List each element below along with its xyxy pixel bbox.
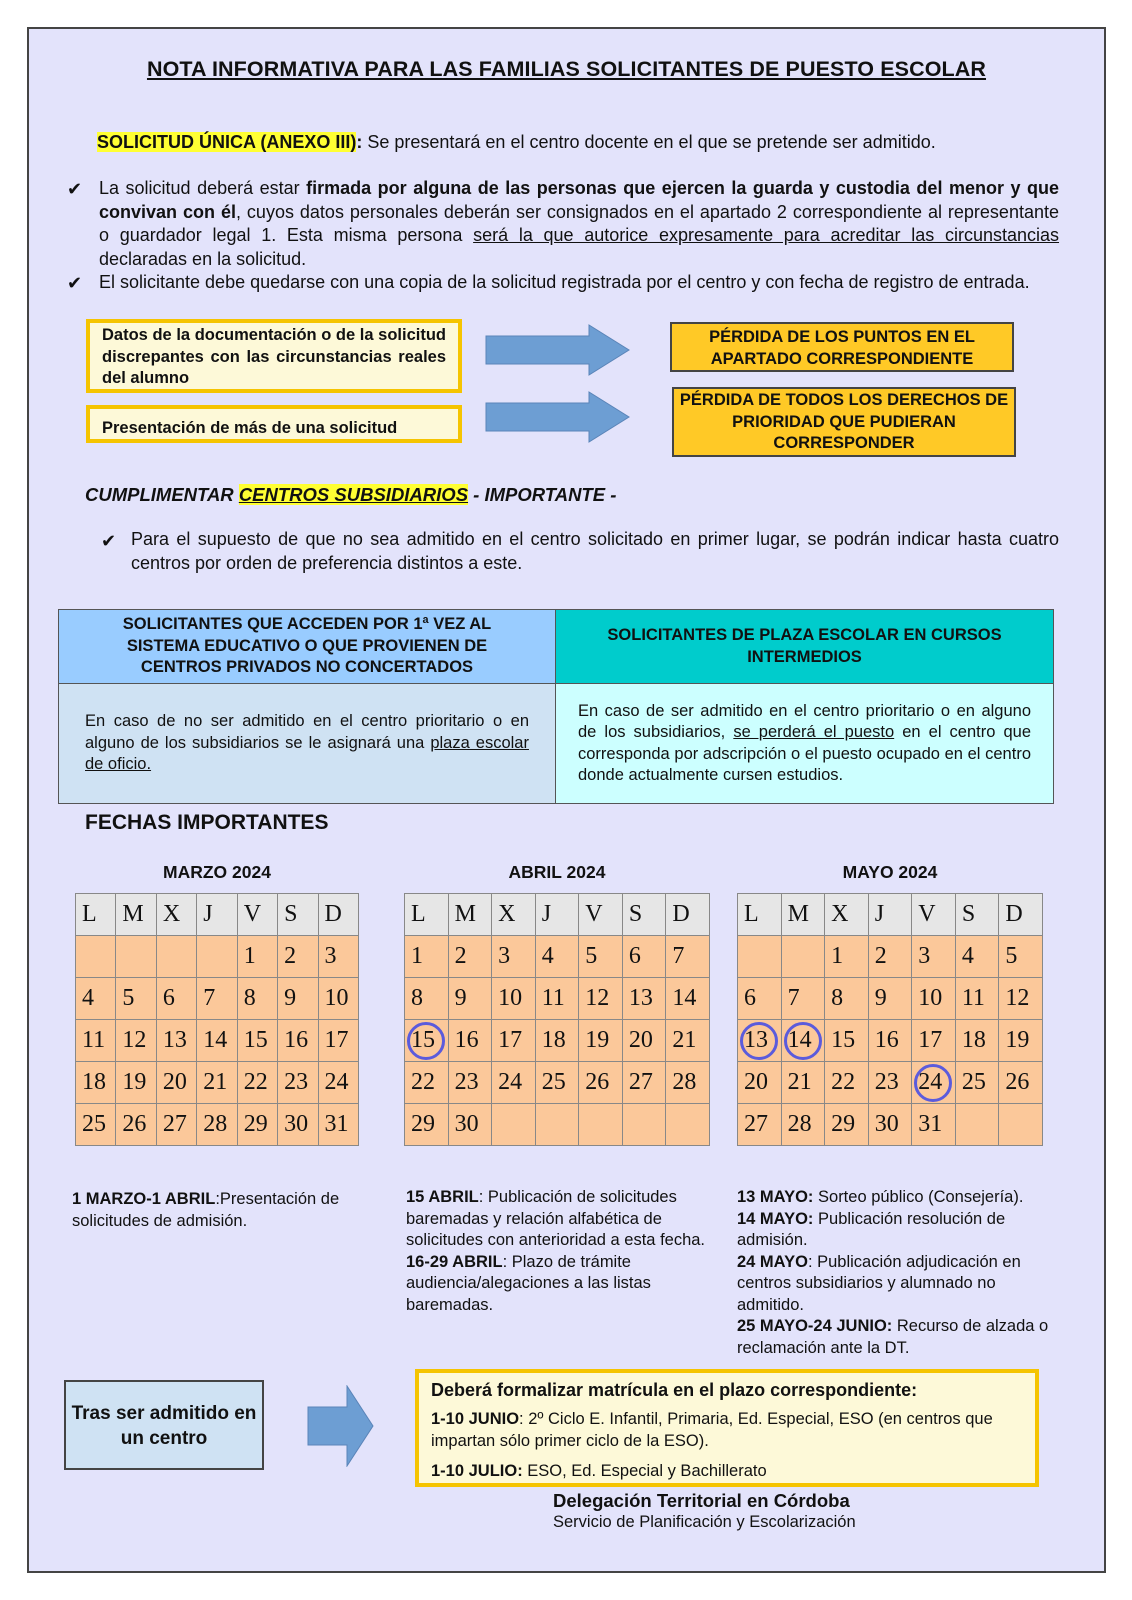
calendar-day: 16 (278, 1020, 318, 1062)
calendar-day: 19 (579, 1020, 623, 1062)
calendar-day: 17 (912, 1020, 956, 1062)
calendar-day: 13 (622, 978, 666, 1020)
table-header-intermediate: SOLICITANTES DE PLAZA ESCOLAR EN CURSOS INTERMEDIOS (556, 610, 1054, 684)
weekday-header: V (912, 894, 956, 936)
weekday-header: M (116, 894, 156, 936)
effect-box-points: PÉRDIDA DE LOS PUNTOS EN EL APARTADO CORRESPONDIENTE (670, 322, 1014, 372)
calendar-day: 7 (197, 978, 237, 1020)
calendar-day-circled: 24 (912, 1062, 956, 1104)
calendar-week (405, 936, 710, 978)
weekday-header: X (156, 894, 196, 936)
calendar-day: 25 (535, 1062, 579, 1104)
calendar-day: 9 (278, 978, 318, 1020)
weekday-header: M (448, 894, 492, 936)
footer-service: Servicio de Planificación y Escolarización (553, 1513, 856, 1531)
calendar-day: 28 (197, 1104, 237, 1146)
table-cell-new: En caso de no ser admitido en el centro prioritario o en alguno de los subsidiarios se le asignará una plaza escolar de oficio. (59, 684, 556, 804)
calendar-day: 9 (448, 978, 492, 1020)
calendar-day: 16 (448, 1020, 492, 1062)
calendar-week (405, 978, 710, 1020)
calendar-empty-cell (535, 1104, 579, 1146)
weekday-header: L (76, 894, 116, 936)
calendar-week (76, 978, 359, 1020)
calendar-empty-cell (781, 936, 825, 978)
calendar-day: 30 (868, 1104, 912, 1146)
calendar-day: 27 (156, 1104, 196, 1146)
calendar-empty-cell (738, 936, 782, 978)
calendar-title-abril: ABRIL 2024 (508, 862, 606, 882)
calendar-day: 15 (237, 1020, 277, 1062)
note-item: 16-29 ABRIL: Plazo de trámite audiencia/alegaciones a las listas baremadas. (406, 1252, 651, 1314)
calendar-abril (404, 893, 710, 1146)
calendar-day-circled: 14 (781, 1020, 825, 1062)
weekday-header: M (781, 894, 825, 936)
calendar-day: 8 (825, 978, 869, 1020)
weekday-header: D (318, 894, 358, 936)
calendar-day: 26 (116, 1104, 156, 1146)
calendar-week (405, 1104, 710, 1146)
solicitud-label: SOLICITUD ÚNICA (ANEXO III) (97, 132, 357, 152)
enrolment-box (415, 1369, 1039, 1487)
weekday-header: J (197, 894, 237, 936)
calendar-week (76, 1020, 359, 1062)
calendar-marzo (75, 893, 359, 1146)
calendar-day: 24 (492, 1062, 536, 1104)
calendar-day: 12 (579, 978, 623, 1020)
table-cell-intermediate: En caso de ser admitido en el centro prioritario o en alguno de los subsidiarios, se perderá el puesto en el centro que corresponda por adscripción o el puesto ocupado en el centro donde actualmente cursen estudios. (556, 684, 1054, 804)
calendar-day: 29 (237, 1104, 277, 1146)
calendar-day: 3 (912, 936, 956, 978)
calendar-title-marzo: MARZO 2024 (163, 862, 271, 882)
calendar-week (738, 978, 1043, 1020)
enrolment-junio: 1-10 JUNIO: 2º Ciclo E. Infantil, Primaria, Ed. Especial, ESO (en centros que impartan sólo primer ciclo de la ESO). (431, 1410, 993, 1450)
calendar-day: 21 (666, 1020, 710, 1062)
weekday-header: S (955, 894, 999, 936)
calendar-day: 4 (76, 978, 116, 1020)
note-item: 14 MAYO: Publicación resolución de admisión. (737, 1209, 1006, 1249)
calendar-day: 29 (405, 1104, 449, 1146)
weekday-header: S (622, 894, 666, 936)
arrow-right-icon (485, 391, 631, 443)
note-item: 15 ABRIL: Publicación de solicitudes baremadas y relación alfabética de solicitudes con anterioridad a esta fecha. (406, 1188, 706, 1249)
notes-abril (406, 1187, 706, 1316)
calendar-day: 11 (76, 1020, 116, 1062)
calendar-day: 14 (197, 1020, 237, 1062)
calendar-day: 28 (666, 1062, 710, 1104)
calendar-day: 29 (825, 1104, 869, 1146)
enrolment-title: Deberá formalizar matrícula en el plazo correspondiente: (431, 1380, 918, 1400)
calendar-day: 13 (156, 1020, 196, 1062)
calendar-day: 5 (116, 978, 156, 1020)
calendar-day: 10 (912, 978, 956, 1020)
calendar-title-mayo: MAYO 2024 (842, 862, 938, 882)
calendar-day: 5 (579, 936, 623, 978)
calendar-day: 10 (318, 978, 358, 1020)
calendar-day: 8 (237, 978, 277, 1020)
weekday-header: V (237, 894, 277, 936)
calendar-day: 16 (868, 1020, 912, 1062)
calendar-day: 6 (622, 936, 666, 978)
arrow-right-icon (485, 324, 631, 376)
calendar-day: 21 (197, 1062, 237, 1104)
cause-box-duplicate: Presentación de más de una solicitud (86, 405, 462, 443)
footer-org: Delegación Territorial en Córdoba (553, 1490, 850, 1511)
weekday-header: D (999, 894, 1043, 936)
check-icon: ✔ (101, 531, 117, 551)
calendar-day: 12 (999, 978, 1043, 1020)
calendar-day: 20 (156, 1062, 196, 1104)
note-item: 25 MAYO-24 JUNIO: Recurso de alzada o reclamación ante la DT. (737, 1317, 1049, 1357)
weekday-header: S (278, 894, 318, 936)
solicitud-text: Se presentará en el centro docente en el que se pretende ser admitido. (362, 132, 936, 152)
calendar-empty-cell (197, 936, 237, 978)
calendar-week (405, 1020, 710, 1062)
calendar-day: 24 (318, 1062, 358, 1104)
calendar-day: 19 (116, 1062, 156, 1104)
calendar-week (738, 1020, 1043, 1062)
calendar-week (76, 1104, 359, 1146)
calendar-day: 12 (116, 1020, 156, 1062)
arrow-right-icon (307, 1385, 375, 1467)
calendar-empty-cell (156, 936, 196, 978)
calendar-day: 20 (622, 1020, 666, 1062)
calendar-day: 14 (666, 978, 710, 1020)
calendar-empty-cell (116, 936, 156, 978)
calendar-day: 30 (448, 1104, 492, 1146)
calendar-week (405, 1062, 710, 1104)
calendar-week (738, 1062, 1043, 1104)
subsidiarios-heading: CUMPLIMENTAR CENTROS SUBSIDIARIOS - IMPORTANTE - (85, 484, 617, 505)
calendar-day: 30 (278, 1104, 318, 1146)
bullet-copy: El solicitante debe quedarse con una copia de la solicitud registrada por el centro y con fecha de registro de entrada. (99, 272, 1030, 292)
notes-marzo: 1 MARZO-1 ABRIL:Presentación de solicitudes de admisión. (72, 1190, 340, 1230)
weekday-header: L (405, 894, 449, 936)
calendar-day: 8 (405, 978, 449, 1020)
calendar-empty-cell (492, 1104, 536, 1146)
calendar-day: 18 (535, 1020, 579, 1062)
calendar-week (76, 1062, 359, 1104)
calendar-day: 21 (781, 1062, 825, 1104)
calendar-day: 23 (278, 1062, 318, 1104)
fechas-heading: FECHAS IMPORTANTES (85, 811, 329, 834)
calendar-day: 20 (738, 1062, 782, 1104)
calendar-empty-cell (955, 1104, 999, 1146)
check-icon: ✔ (67, 179, 83, 199)
calendar-day: 3 (318, 936, 358, 978)
calendar-empty-cell (76, 936, 116, 978)
calendar-day: 1 (405, 936, 449, 978)
weekday-header: D (666, 894, 710, 936)
calendar-day: 22 (237, 1062, 277, 1104)
calendar-empty-cell (666, 1104, 710, 1146)
weekday-header: X (492, 894, 536, 936)
calendar-day: 6 (156, 978, 196, 1020)
calendar-day: 31 (912, 1104, 956, 1146)
calendar-day-circled: 13 (738, 1020, 782, 1062)
weekday-header: X (825, 894, 869, 936)
calendar-empty-cell (622, 1104, 666, 1146)
solicitud-line: SOLICITUD ÚNICA (ANEXO III): Se presentará en el centro docente en el que se pretende ser admitido. (97, 132, 936, 152)
cause-box-discrepant: Datos de la documentación o de la solicitud discrepantes con las circunstancias reales del alumno (86, 319, 462, 393)
calendar-week (738, 936, 1043, 978)
calendar-day: 17 (318, 1020, 358, 1062)
calendar-day: 27 (622, 1062, 666, 1104)
calendar-day: 15 (825, 1020, 869, 1062)
calendar-day: 2 (868, 936, 912, 978)
calendar-week (738, 1104, 1043, 1146)
calendar-day: 26 (579, 1062, 623, 1104)
table-header-new: SOLICITANTES QUE ACCEDEN POR 1ª VEZ AL SISTEMA EDUCATIVO O QUE PROVIENEN DE CENTROS PRIVADOS NO CONCERTADOS (59, 610, 556, 684)
calendar-day: 31 (318, 1104, 358, 1146)
weekday-header: V (579, 894, 623, 936)
notes-mayo (737, 1187, 1067, 1359)
calendar-day: 17 (492, 1020, 536, 1062)
calendar-day: 11 (955, 978, 999, 1020)
calendar-day: 27 (738, 1104, 782, 1146)
calendar-day: 1 (237, 936, 277, 978)
calendar-day: 23 (448, 1062, 492, 1104)
calendar-day: 18 (76, 1062, 116, 1104)
calendar-day: 1 (825, 936, 869, 978)
weekday-header: J (535, 894, 579, 936)
info-sheet (27, 27, 1106, 1573)
calendar-day: 2 (448, 936, 492, 978)
calendar-day: 22 (825, 1062, 869, 1104)
calendar-day: 10 (492, 978, 536, 1020)
calendar-day: 19 (999, 1020, 1043, 1062)
calendar-day: 9 (868, 978, 912, 1020)
calendar-day: 23 (868, 1062, 912, 1104)
calendar-day: 25 (955, 1062, 999, 1104)
bullet-signature: La solicitud deberá estar firmada por alguna de las personas que ejercen la guarda y custodia del menor y que convivan con él, cuyos datos personales deberán ser consignados en el apartado 2 correspondiente al representante o guardador legal 1. Esta misma persona será la que autorice expresamente para acreditar las circunstancias declaradas en la solicitud. (99, 178, 1060, 269)
enrolment-julio: 1-10 JULIO: ESO, Ed. Especial y Bachillerato (431, 1462, 767, 1480)
page-title: NOTA INFORMATIVA PARA LAS FAMILIAS SOLICITANTES DE PUESTO ESCOLAR (146, 57, 987, 81)
calendar-day: 4 (535, 936, 579, 978)
check-icon: ✔ (67, 273, 83, 293)
calendar-day: 5 (999, 936, 1043, 978)
calendar-day: 4 (955, 936, 999, 978)
calendar-day: 6 (738, 978, 782, 1020)
calendar-week (76, 936, 359, 978)
calendar-empty-cell (579, 1104, 623, 1146)
note-item: 13 MAYO: Sorteo público (Consejería). (737, 1188, 1024, 1206)
calendar-day: 22 (405, 1062, 449, 1104)
calendar-day: 3 (492, 936, 536, 978)
effect-box-rights: PÉRDIDA DE TODOS LOS DERECHOS DE PRIORIDAD QUE PUDIERAN CORRESPONDER (672, 387, 1016, 457)
weekday-header: L (738, 894, 782, 936)
calendar-day: 2 (278, 936, 318, 978)
calendar-day: 11 (535, 978, 579, 1020)
subsidiarios-bullet: Para el supuesto de que no sea admitido en el centro solicitado en primer lugar, se podrán indicar hasta cuatro centros por orden de preferencia distintos a este. (131, 529, 1059, 573)
calendar-day: 18 (955, 1020, 999, 1062)
calendar-day-circled: 15 (405, 1020, 449, 1062)
applicant-table (58, 609, 1054, 804)
note-item: 24 MAYO: Publicación adjudicación en centros subsidiarios y alumnado no admitido. (737, 1252, 1021, 1314)
calendar-day: 26 (999, 1062, 1043, 1104)
calendar-day: 25 (76, 1104, 116, 1146)
calendar-mayo (737, 893, 1043, 1146)
calendar-day: 7 (781, 978, 825, 1020)
weekday-header: J (868, 894, 912, 936)
calendar-empty-cell (999, 1104, 1043, 1146)
admitted-box: Tras ser admitido en un centro (64, 1380, 264, 1470)
calendar-day: 28 (781, 1104, 825, 1146)
calendar-day: 7 (666, 936, 710, 978)
